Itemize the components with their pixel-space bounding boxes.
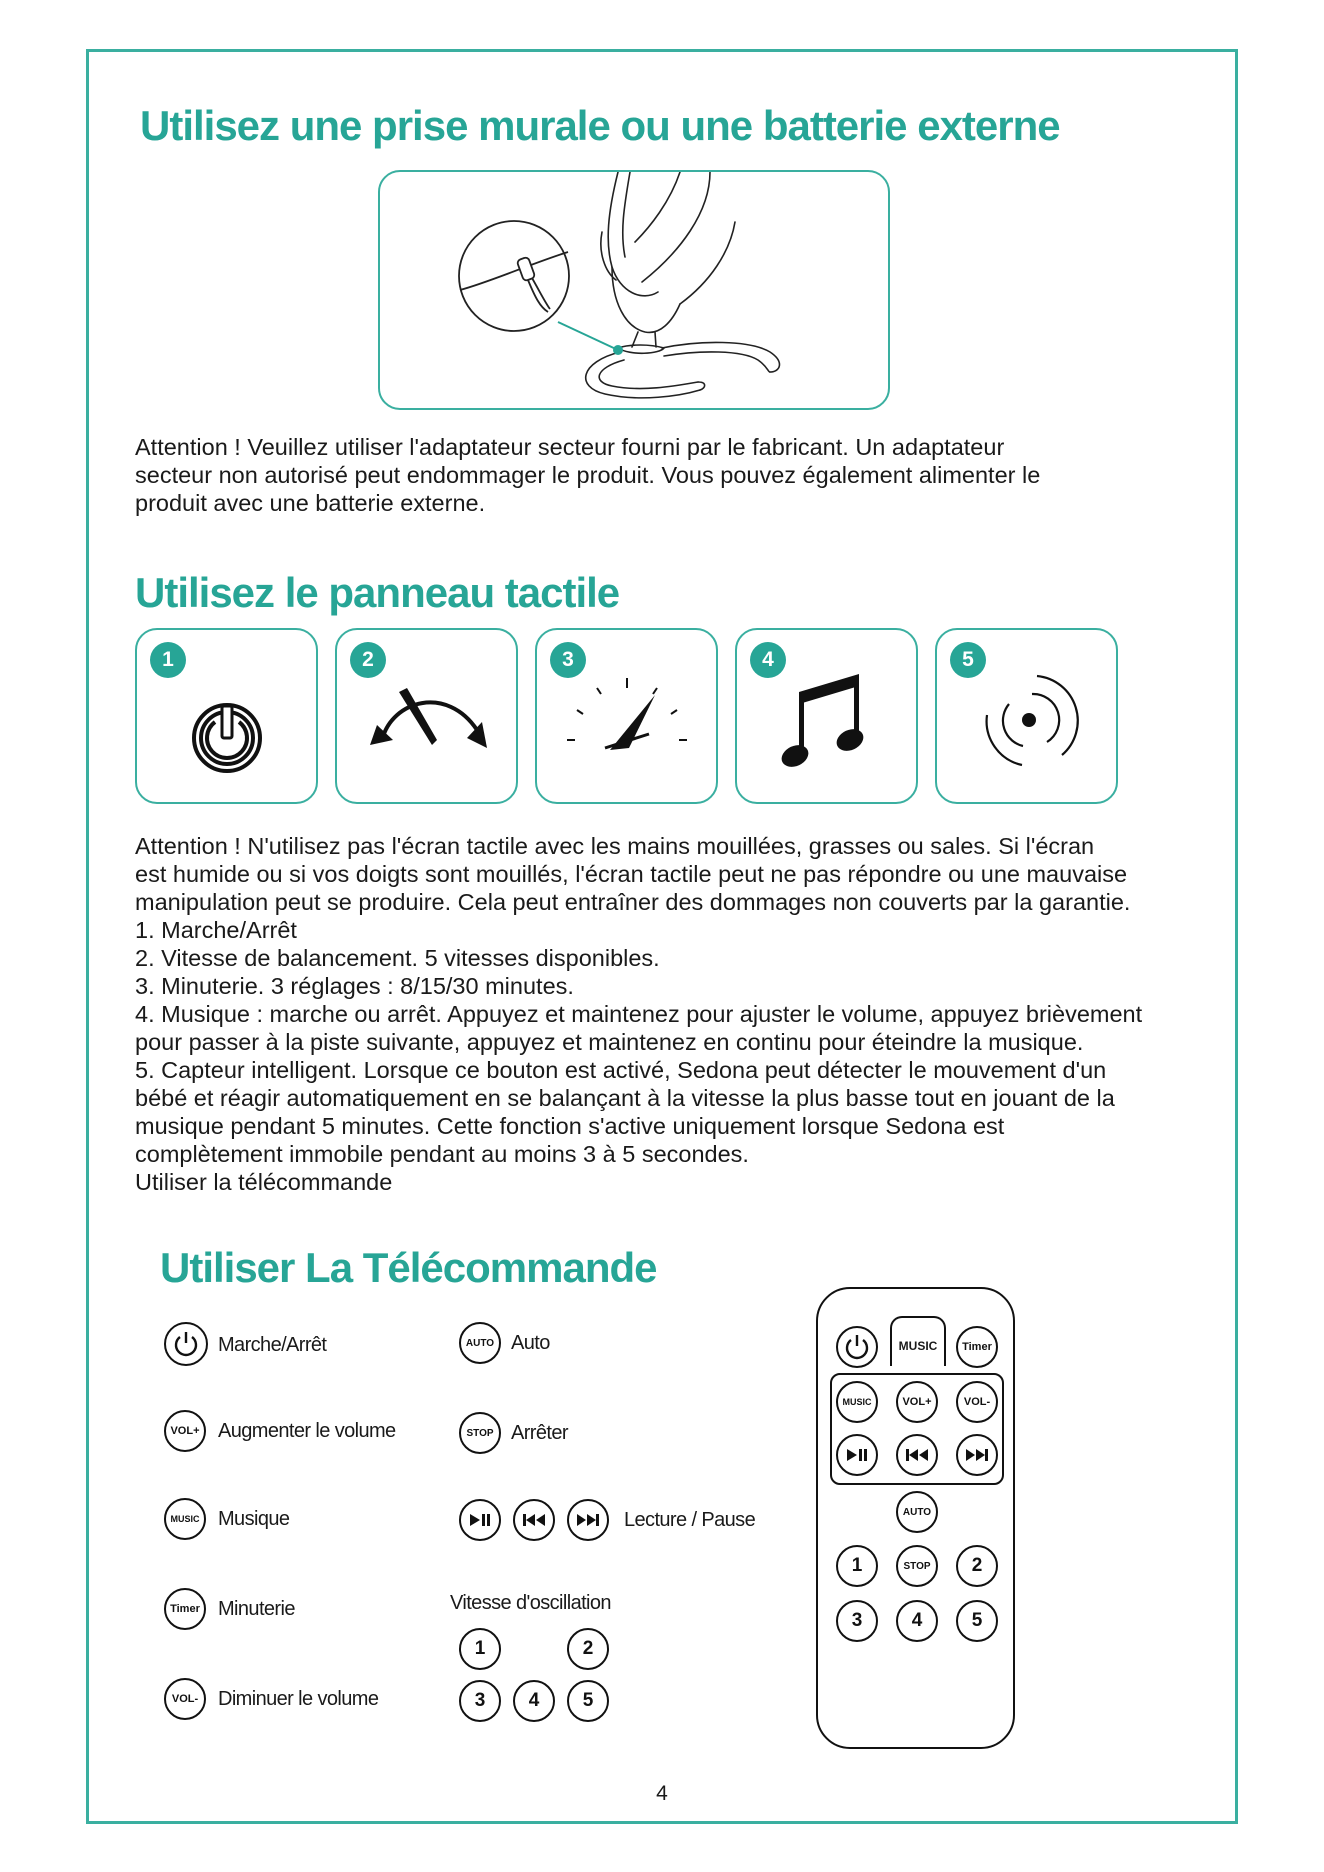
legend-label: Auto xyxy=(511,1332,550,1354)
remote-digit-2: 2 xyxy=(956,1545,998,1587)
touch-line: manipulation peut se produire. Cela peut entraîner des dommages non couverts par la garantie. xyxy=(135,889,1131,915)
touch-line: est humide ou si vos doigts sont mouillés, l'écran tactile peut ne pas répondre ou une mauvaise xyxy=(135,861,1128,887)
legend-timer-button: Timer xyxy=(164,1588,206,1630)
legend-label: Lecture / Pause xyxy=(624,1509,756,1531)
wall-line: Attention ! Veuillez utiliser l'adaptateur secteur fourni par le fabricant. Un adaptateur xyxy=(135,434,1005,460)
timer-gauge-icon xyxy=(537,630,720,806)
power-icon xyxy=(842,1332,872,1362)
section-title-touch: Utilisez le panneau tactile xyxy=(135,569,620,616)
legend-label: Augmenter le volume xyxy=(218,1420,396,1442)
play-pause-icon xyxy=(468,1512,492,1528)
wall-paragraph xyxy=(135,433,1040,517)
previous-track-icon xyxy=(904,1447,930,1463)
speed-label: Vitesse d'oscillation xyxy=(450,1592,611,1614)
remote-power-button xyxy=(836,1326,878,1368)
wall-line: produit avec une batterie externe. xyxy=(135,490,486,516)
panel-number: 3 xyxy=(550,642,586,678)
touch-line: 2. Vitesse de balancement. 5 vitesses disponibles. xyxy=(135,945,660,971)
remote-timer-button: Timer xyxy=(956,1326,998,1368)
touch-panel-5 xyxy=(935,628,1118,804)
swing-power-drawing xyxy=(380,172,890,410)
touch-paragraph xyxy=(135,832,1142,1196)
touch-panel-2 xyxy=(335,628,518,804)
next-track-icon xyxy=(964,1447,990,1463)
panel-number: 5 xyxy=(950,642,986,678)
touch-line: pour passer à la piste suivante, appuyez et maintenez en continu pour éteindre la musique. xyxy=(135,1029,1084,1055)
swing-speed-icon xyxy=(337,630,520,806)
speed-1-button: 1 xyxy=(459,1628,501,1670)
touch-line: 5. Capteur intelligent. Lorsque ce bouton est activé, Sedona peut détecter le mouvement d'un xyxy=(135,1057,1107,1083)
touch-line: 3. Minuterie. 3 réglages : 8/15/30 minutes. xyxy=(135,973,574,999)
touch-line: Attention ! N'utilisez pas l'écran tactile avec les mains mouillées, grasses ou sales. Si l'écran xyxy=(135,833,1095,859)
remote-control xyxy=(816,1287,1015,1749)
panel-number: 2 xyxy=(350,642,386,678)
music-note-icon xyxy=(737,630,920,806)
play-pause-icon xyxy=(845,1447,869,1463)
power-icon xyxy=(137,630,320,806)
remote-music-button: MUSIC xyxy=(836,1381,878,1423)
touch-panel-4 xyxy=(735,628,918,804)
remote-play-pause-button xyxy=(836,1434,878,1476)
legend-label: Arrêter xyxy=(511,1422,568,1444)
remote-stop-button: STOP xyxy=(896,1545,938,1587)
touch-panel-3 xyxy=(535,628,718,804)
touch-panel-1 xyxy=(135,628,318,804)
panel-number: 4 xyxy=(750,642,786,678)
legend-power-button xyxy=(164,1322,208,1366)
power-icon xyxy=(171,1329,201,1359)
remote-digit-3: 3 xyxy=(836,1600,878,1642)
legend-previous-button xyxy=(513,1499,555,1541)
next-track-icon xyxy=(575,1512,601,1528)
legend-label: Marche/Arrêt xyxy=(218,1334,327,1356)
legend-stop-button: STOP xyxy=(459,1412,501,1454)
remote-next-button xyxy=(956,1434,998,1476)
legend-label: Musique xyxy=(218,1508,290,1530)
legend-vol-down-button: VOL- xyxy=(164,1678,206,1720)
legend-label: Diminuer le volume xyxy=(218,1688,379,1710)
speed-2-button: 2 xyxy=(567,1628,609,1670)
wall-line: secteur non autorisé peut endommager le produit. Vous pouvez également alimenter le xyxy=(135,462,1041,488)
legend-next-button xyxy=(567,1499,609,1541)
legend-music-button: MUSIC xyxy=(164,1498,206,1540)
touch-line: musique pendant 5 minutes. Cette fonction s'active uniquement lorsque Sedona est xyxy=(135,1113,1005,1139)
section-title-wall: Utilisez une prise murale ou une batterie externe xyxy=(140,102,1060,149)
legend-label: Minuterie xyxy=(218,1598,295,1620)
smart-sensor-icon xyxy=(937,630,1120,806)
remote-vol-up-button: VOL+ xyxy=(896,1381,938,1423)
legend-auto-button: AUTO xyxy=(459,1322,501,1364)
remote-digit-4: 4 xyxy=(896,1600,938,1642)
touch-line: 1. Marche/Arrêt xyxy=(135,917,297,943)
section-title-remote: Utiliser La Télécommande xyxy=(160,1244,657,1291)
panel-number: 1 xyxy=(150,642,186,678)
touch-line: bébé et réagir automatiquement en se balançant à la vitesse la plus basse tout en jouant de la xyxy=(135,1085,1115,1111)
page-number: 4 xyxy=(656,1782,668,1805)
previous-track-icon xyxy=(521,1512,547,1528)
touch-line: 4. Musique : marche ou arrêt. Appuyez et maintenez pour ajuster le volume, appuyez brièvement xyxy=(135,1001,1143,1027)
remote-digit-1: 1 xyxy=(836,1545,878,1587)
remote-auto-button: AUTO xyxy=(896,1491,938,1533)
speed-3-button: 3 xyxy=(459,1680,501,1722)
touch-line: Utiliser la télécommande xyxy=(135,1169,393,1195)
remote-digit-5: 5 xyxy=(956,1600,998,1642)
touch-line: complètement immobile pendant au moins 3 à 5 secondes. xyxy=(135,1141,749,1167)
speed-5-button: 5 xyxy=(567,1680,609,1722)
remote-previous-button xyxy=(896,1434,938,1476)
swing-power-illustration xyxy=(378,170,890,410)
speed-4-button: 4 xyxy=(513,1680,555,1722)
legend-vol-up-button: VOL+ xyxy=(164,1410,206,1452)
legend-play-pause-button xyxy=(459,1499,501,1541)
remote-vol-down-button: VOL- xyxy=(956,1381,998,1423)
remote-music-tab-label: MUSIC xyxy=(898,1339,938,1353)
